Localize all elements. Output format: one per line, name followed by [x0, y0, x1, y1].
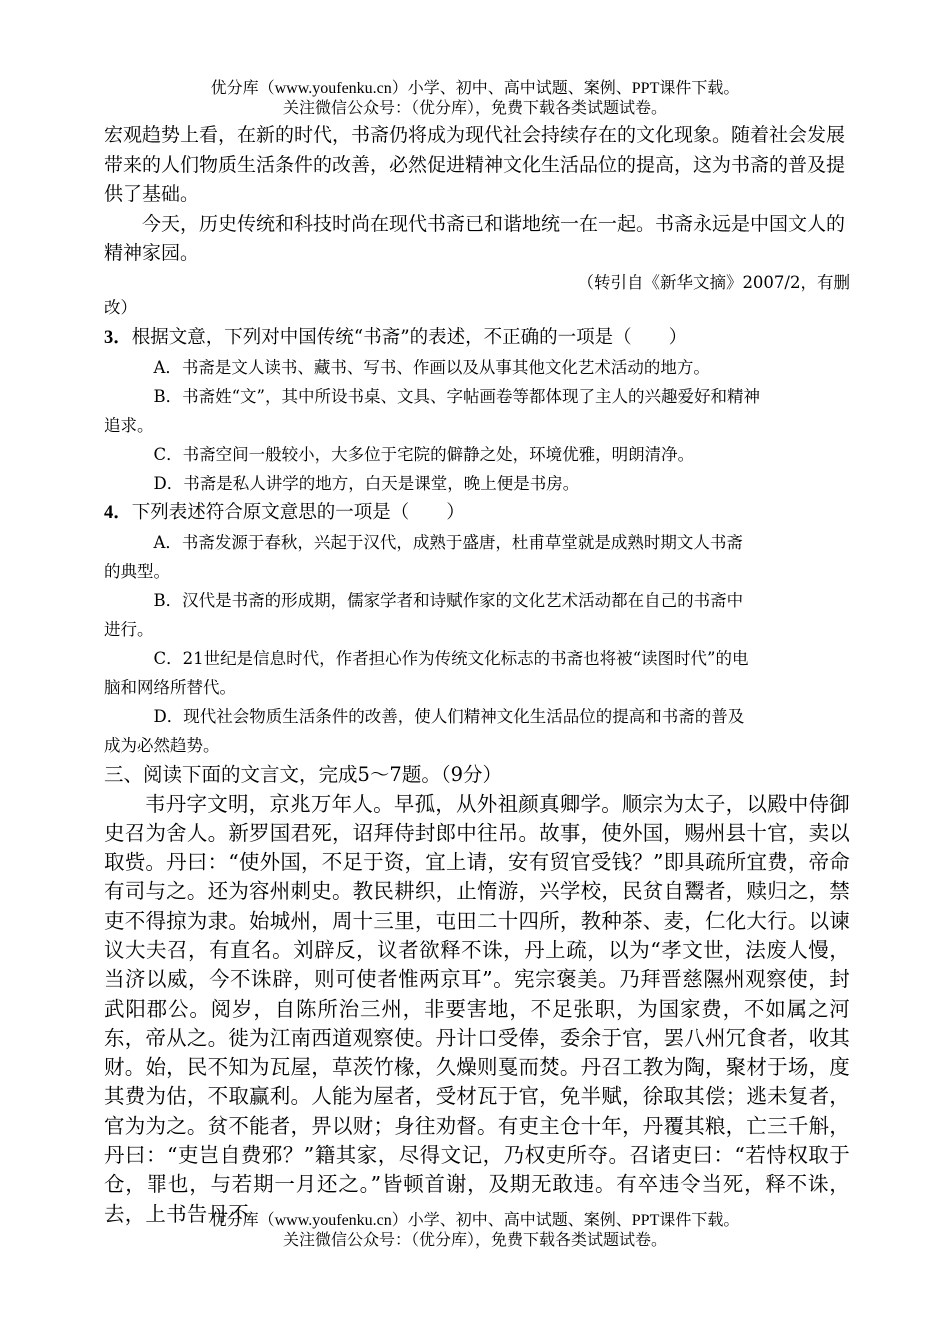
question-3-stem: 3．根据文意，下列对中国传统“书斋”的表述，不正确的一项是（ ） [104, 326, 688, 348]
passage-paragraph-2: 今天，历史传统和科技时尚在现代书斋已和谐地统一在一起。书斋永远是中国文人的精神家园。 [104, 212, 846, 264]
question-4-option-a-cont: 的典型。 [104, 561, 170, 581]
question-4-option-c-cont: 脑和网络所替代。 [104, 677, 236, 697]
passage-paragraph-1: 宏观趋势上看，在新的时代，书斋仍将成为现代社会持续存在的文化现象。随着社会发展带来的人们物质生活条件的改善，必然促进精神文化生活品位的提高，这为书斋的普及提供了基础。 [104, 124, 846, 205]
question-3-option-d: D．书斋是私人讲学的地方，白天是课堂，晚上便是书房。 [153, 473, 580, 493]
page-header [0, 79, 950, 119]
header-line-2: 关注微信公众号：（优分库），免费下载各类试题试卷。 [282, 100, 667, 117]
source-citation-tail: 改） [104, 297, 137, 317]
question-3-option-c: C．书斋空间一般较小，大多位于宅院的僻静之处，环境优雅，明朗清净。 [153, 444, 695, 464]
question-3-number: 3． [104, 327, 132, 348]
question-4-option-b: B．汉代是书斋的形成期，儒家学者和诗赋作家的文化艺术活动都在自己的书斋中 [153, 590, 744, 610]
page-content [104, 121, 850, 1229]
question-3-option-a: A．书斋是文人读书、藏书、写书、作画以及从事其他文化艺术活动的地方。 [153, 357, 710, 377]
question-4-option-d: D．现代社会物质生活条件的改善，使人们精神文化生活品位的提高和书斋的普及 [153, 706, 745, 726]
question-4-stem: 4．下列表述符合原文意思的一项是（ ） [104, 501, 465, 523]
question-4-number: 4． [104, 502, 132, 523]
footer-line-1: 优分库（www.youfenku.cn）小学、初中、高中试题、案例、PPT课件下载。 [210, 1212, 740, 1229]
question-4-option-a: A．书斋发源于春秋，兴起于汉代，成熟于盛唐，杜甫草堂就是成熟时期文人书斋 [153, 532, 743, 552]
question-3-option-b: B．书斋姓“文”，其中所设书桌、文具、字帖画卷等都体现了主人的兴趣爱好和精神 [153, 386, 760, 406]
question-4-option-d-cont: 成为必然趋势。 [104, 735, 220, 755]
source-citation: （转引自《新华文摘》2007/2，有删 [577, 272, 850, 292]
section-3-title: 三、阅读下面的文言文，完成5～7题。（9分） [104, 762, 502, 786]
footer-line-2: 关注微信公众号：（优分库），免费下载各类试题试卷。 [282, 1232, 667, 1249]
header-line-1: 优分库（www.youfenku.cn）小学、初中、高中试题、案例、PPT课件下载。 [210, 80, 740, 97]
question-4-option-c: C．21世纪是信息时代，作者担心作为传统文化标志的书斋也将被“读图时代”的电 [153, 648, 749, 668]
question-4-option-b-cont: 进行。 [104, 619, 154, 639]
page-footer [0, 1211, 950, 1251]
question-3-option-b-cont: 追求。 [104, 415, 154, 435]
classical-text: 韦丹字文明，京兆万年人。早孤，从外祖颜真卿学。顺宗为太子，以殿中侍御史召为舍人。新罗国君死，诏拜侍封郎中往吊。故事，使外国，赐州县十官，卖以取赀。丹曰：“使外国，不足于资，宜上请，安有贸官受钱？”即具疏所宜费，帝命有司与之。还为容州刺史。教民耕织，止惰游，兴学校，民贫自鬻者，赎归之，禁吏不得掠为隶。始城州，周十三里，屯田二十四所，教种茶、麦，仁化大行。以谏议大夫召，有直名。刘辟反，议者欲释不诛，丹上疏，以为“孝文世，法废人慢，当济以威，今不诛辟，则可使者惟两京耳”。宪宗褒美。乃拜晋慈隰州观察使，封武阳郡公。阅岁，自陈所治三州，非要害地，不足张职，为国家费，不如属之河东，帝从之。徙为江南西道观察使。丹计口受俸，委余于官，罢八州冗食者，收其财。始，民不知为瓦屋，草茨竹椽，久燥则戛而焚。丹召工教为陶，聚材于场，度其费为估，不取赢利。人能为屋者，受材瓦于官，免半赋，徐取其偿；逃未复者，官为为之。贫不能者，畀以财；身往劝督。有吏主仓十年，丹覆其粮，亡三千斛，丹曰：“吏岂自费邪？”籍其家，尽得文记，乃权吏所夺。召诸吏曰：“若恃权取于仓，罪也，与若期一月还之。”皆顿首谢，及期无敢违。有卒违令当死，释不诛，去，上书告丹不 [104, 791, 850, 1226]
